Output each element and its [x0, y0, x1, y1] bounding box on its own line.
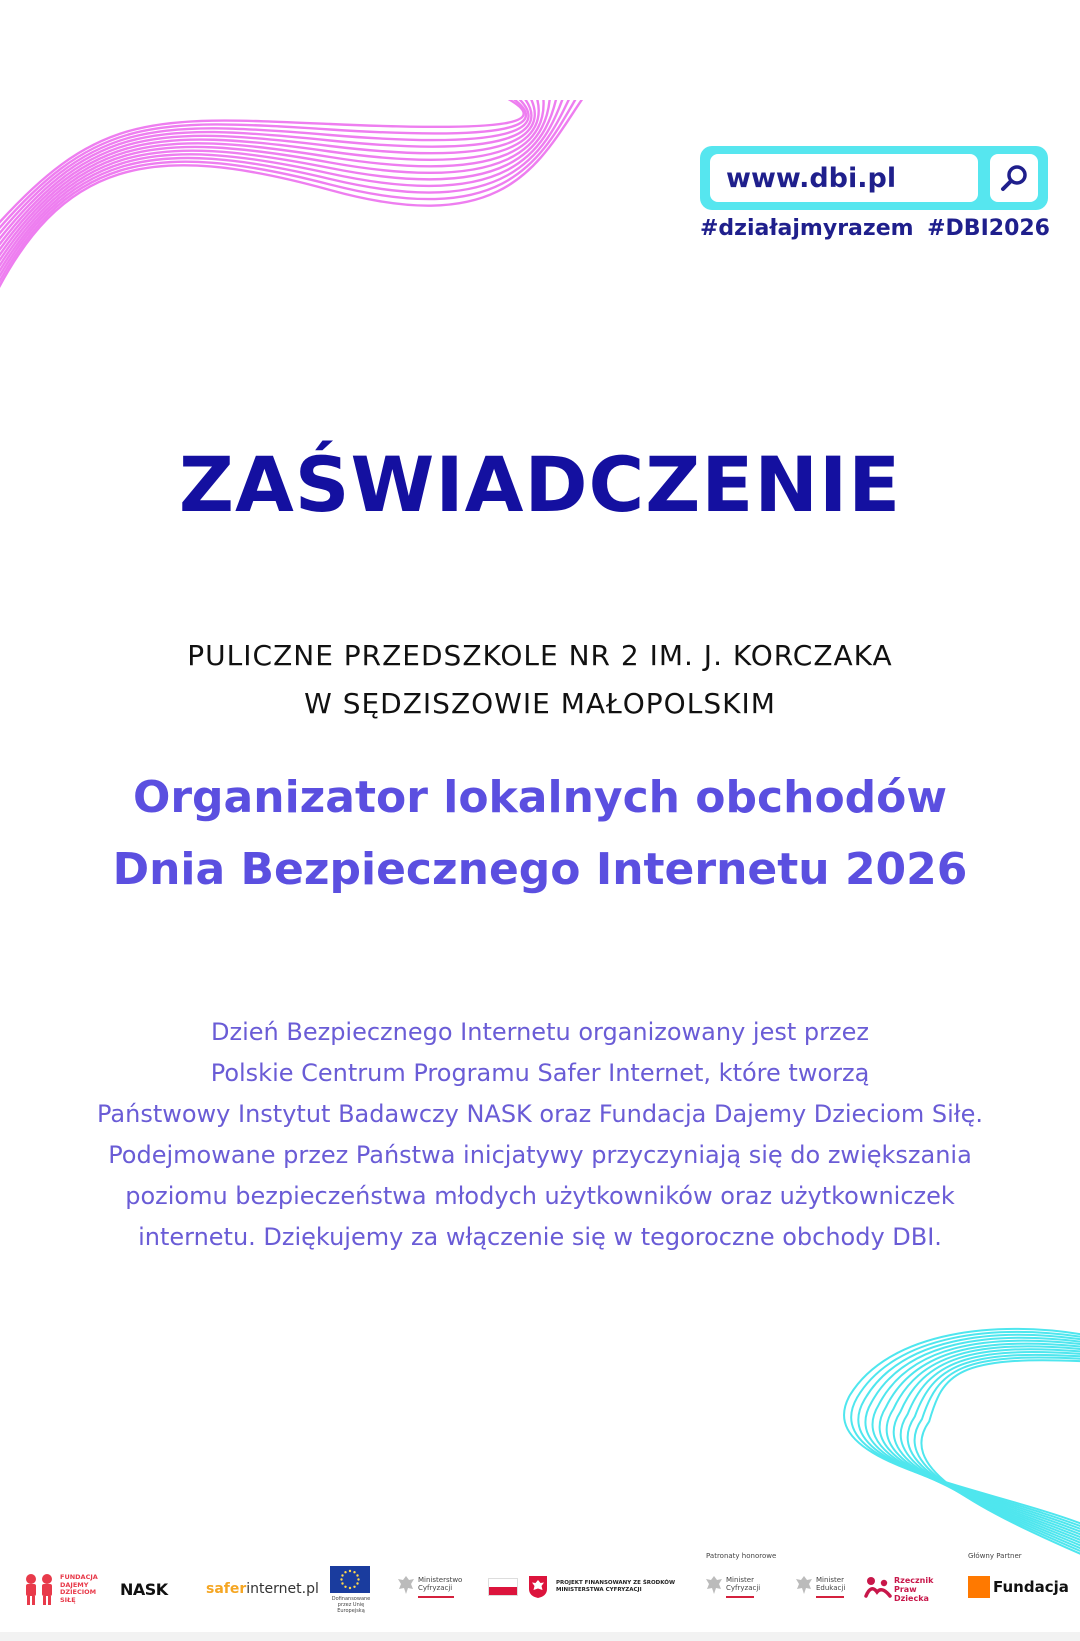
rpd-logo [864, 1570, 948, 1604]
ministerstwo-cyfryzacji-text: Ministerstwo Cyfryzacji [418, 1576, 463, 1592]
fundacja-text: Fundacja [993, 1578, 1069, 1596]
polish-flag-icon [488, 1578, 518, 1596]
patronaty-label: Patronaty honorowe [706, 1552, 777, 1560]
search-button [990, 154, 1038, 202]
eagle-emblem-icon [396, 1574, 416, 1596]
glowny-partner-label: Główny Partner [968, 1552, 1022, 1560]
search-icon [990, 154, 1038, 202]
fdds-logo-text: FUNDACJA DAJEMY DZIECIOM SIŁĘ [60, 1573, 98, 1604]
cyan-wave-line [858, 1335, 1080, 1531]
body-paragraph [40, 1012, 1040, 1258]
cyan-wave-line [880, 1344, 1080, 1539]
school-name-line-2: W SĘDZISZOWIE MAŁOPOLSKIM [304, 687, 776, 720]
url-search-box [700, 146, 1048, 210]
hashtags [700, 216, 1050, 241]
pink-wave-decoration [0, 100, 600, 320]
body-line: Podejmowane przez Państwa inicjatywy przyczyniają się do zwiększania [108, 1141, 972, 1169]
footer-logos [0, 1540, 1080, 1630]
hashtag-dzialajmyrazem: #działajmyrazem [700, 216, 914, 241]
eu-caption: Dofinansowane przez Unię Europejską [331, 1596, 371, 1614]
projekt-finansowany-text: PROJEKT FINANSOWANY ZE ŚRODKÓW MINISTERSTWA CYFRYZACJI [556, 1580, 676, 1593]
minister-edukacji-logo [794, 1570, 860, 1604]
role-line-1: Organizator lokalnych obchodów [132, 772, 948, 823]
rpd-text: Rzecznik Praw Dziecka [894, 1576, 934, 1603]
bottom-strip [0, 1632, 1080, 1641]
body-line: poziomu bezpieczeństwa młodych użytkowników oraz użytkowniczek [125, 1182, 955, 1210]
saferinternet-logo [206, 1581, 319, 1597]
minister-cyfryzacji-logo [704, 1570, 770, 1604]
certificate-title: ZAŚWIADCZENIE [178, 440, 902, 529]
eagle-emblem-icon [794, 1574, 814, 1596]
cyan-wave-line [915, 1358, 1080, 1553]
ministerstwo-cyfryzacji-logo [396, 1570, 466, 1604]
school-name-line-1: PULICZNE PRZEDSZKOLE NR 2 IM. J. KORCZAKA [187, 639, 893, 672]
eu-logo [330, 1566, 374, 1614]
school-name [0, 632, 1080, 728]
body-line: Dzień Bezpiecznego Internetu organizowany jest przez [211, 1018, 869, 1046]
polish-emblem-icon [528, 1575, 548, 1599]
role-heading [0, 762, 1080, 906]
red-underline [418, 1596, 454, 1598]
saferinternet-logo-part-a: safer [206, 1581, 247, 1597]
url-text: www.dbi.pl [710, 154, 978, 202]
saferinternet-logo-part-b: internet.pl [246, 1581, 319, 1597]
cyan-wave-decoration [830, 1325, 1080, 1555]
cyan-wave-line [872, 1341, 1080, 1537]
minister-edukacji-text: Minister Edukacji [816, 1576, 846, 1592]
body-line: Państwowy Instytut Badawczy NASK oraz Fundacja Dajemy Dzieciom Siłę. [97, 1100, 983, 1128]
hashtag-dbi2026: #DBI2026 [927, 216, 1050, 241]
role-line-2: Dnia Bezpiecznego Internetu 2026 [112, 844, 968, 895]
body-line: Polskie Centrum Programu Safer Internet, które tworzą [210, 1059, 870, 1087]
rpd-emblem-icon [864, 1574, 892, 1598]
children-figures-icon [22, 1572, 56, 1606]
eagle-emblem-icon [704, 1574, 724, 1596]
body-line: internetu. Dziękujemy za włączenie się w tegoroczne obchody DBI. [138, 1223, 942, 1251]
red-underline [816, 1596, 844, 1598]
minister-cyfryzacji-text: Minister Cyfryzacji [726, 1576, 761, 1592]
nask-logo: NASK [120, 1580, 168, 1599]
fdds-logo [22, 1570, 102, 1610]
eu-flag-icon [330, 1566, 370, 1593]
orange-square-logo [968, 1576, 990, 1598]
red-underline [726, 1596, 754, 1598]
